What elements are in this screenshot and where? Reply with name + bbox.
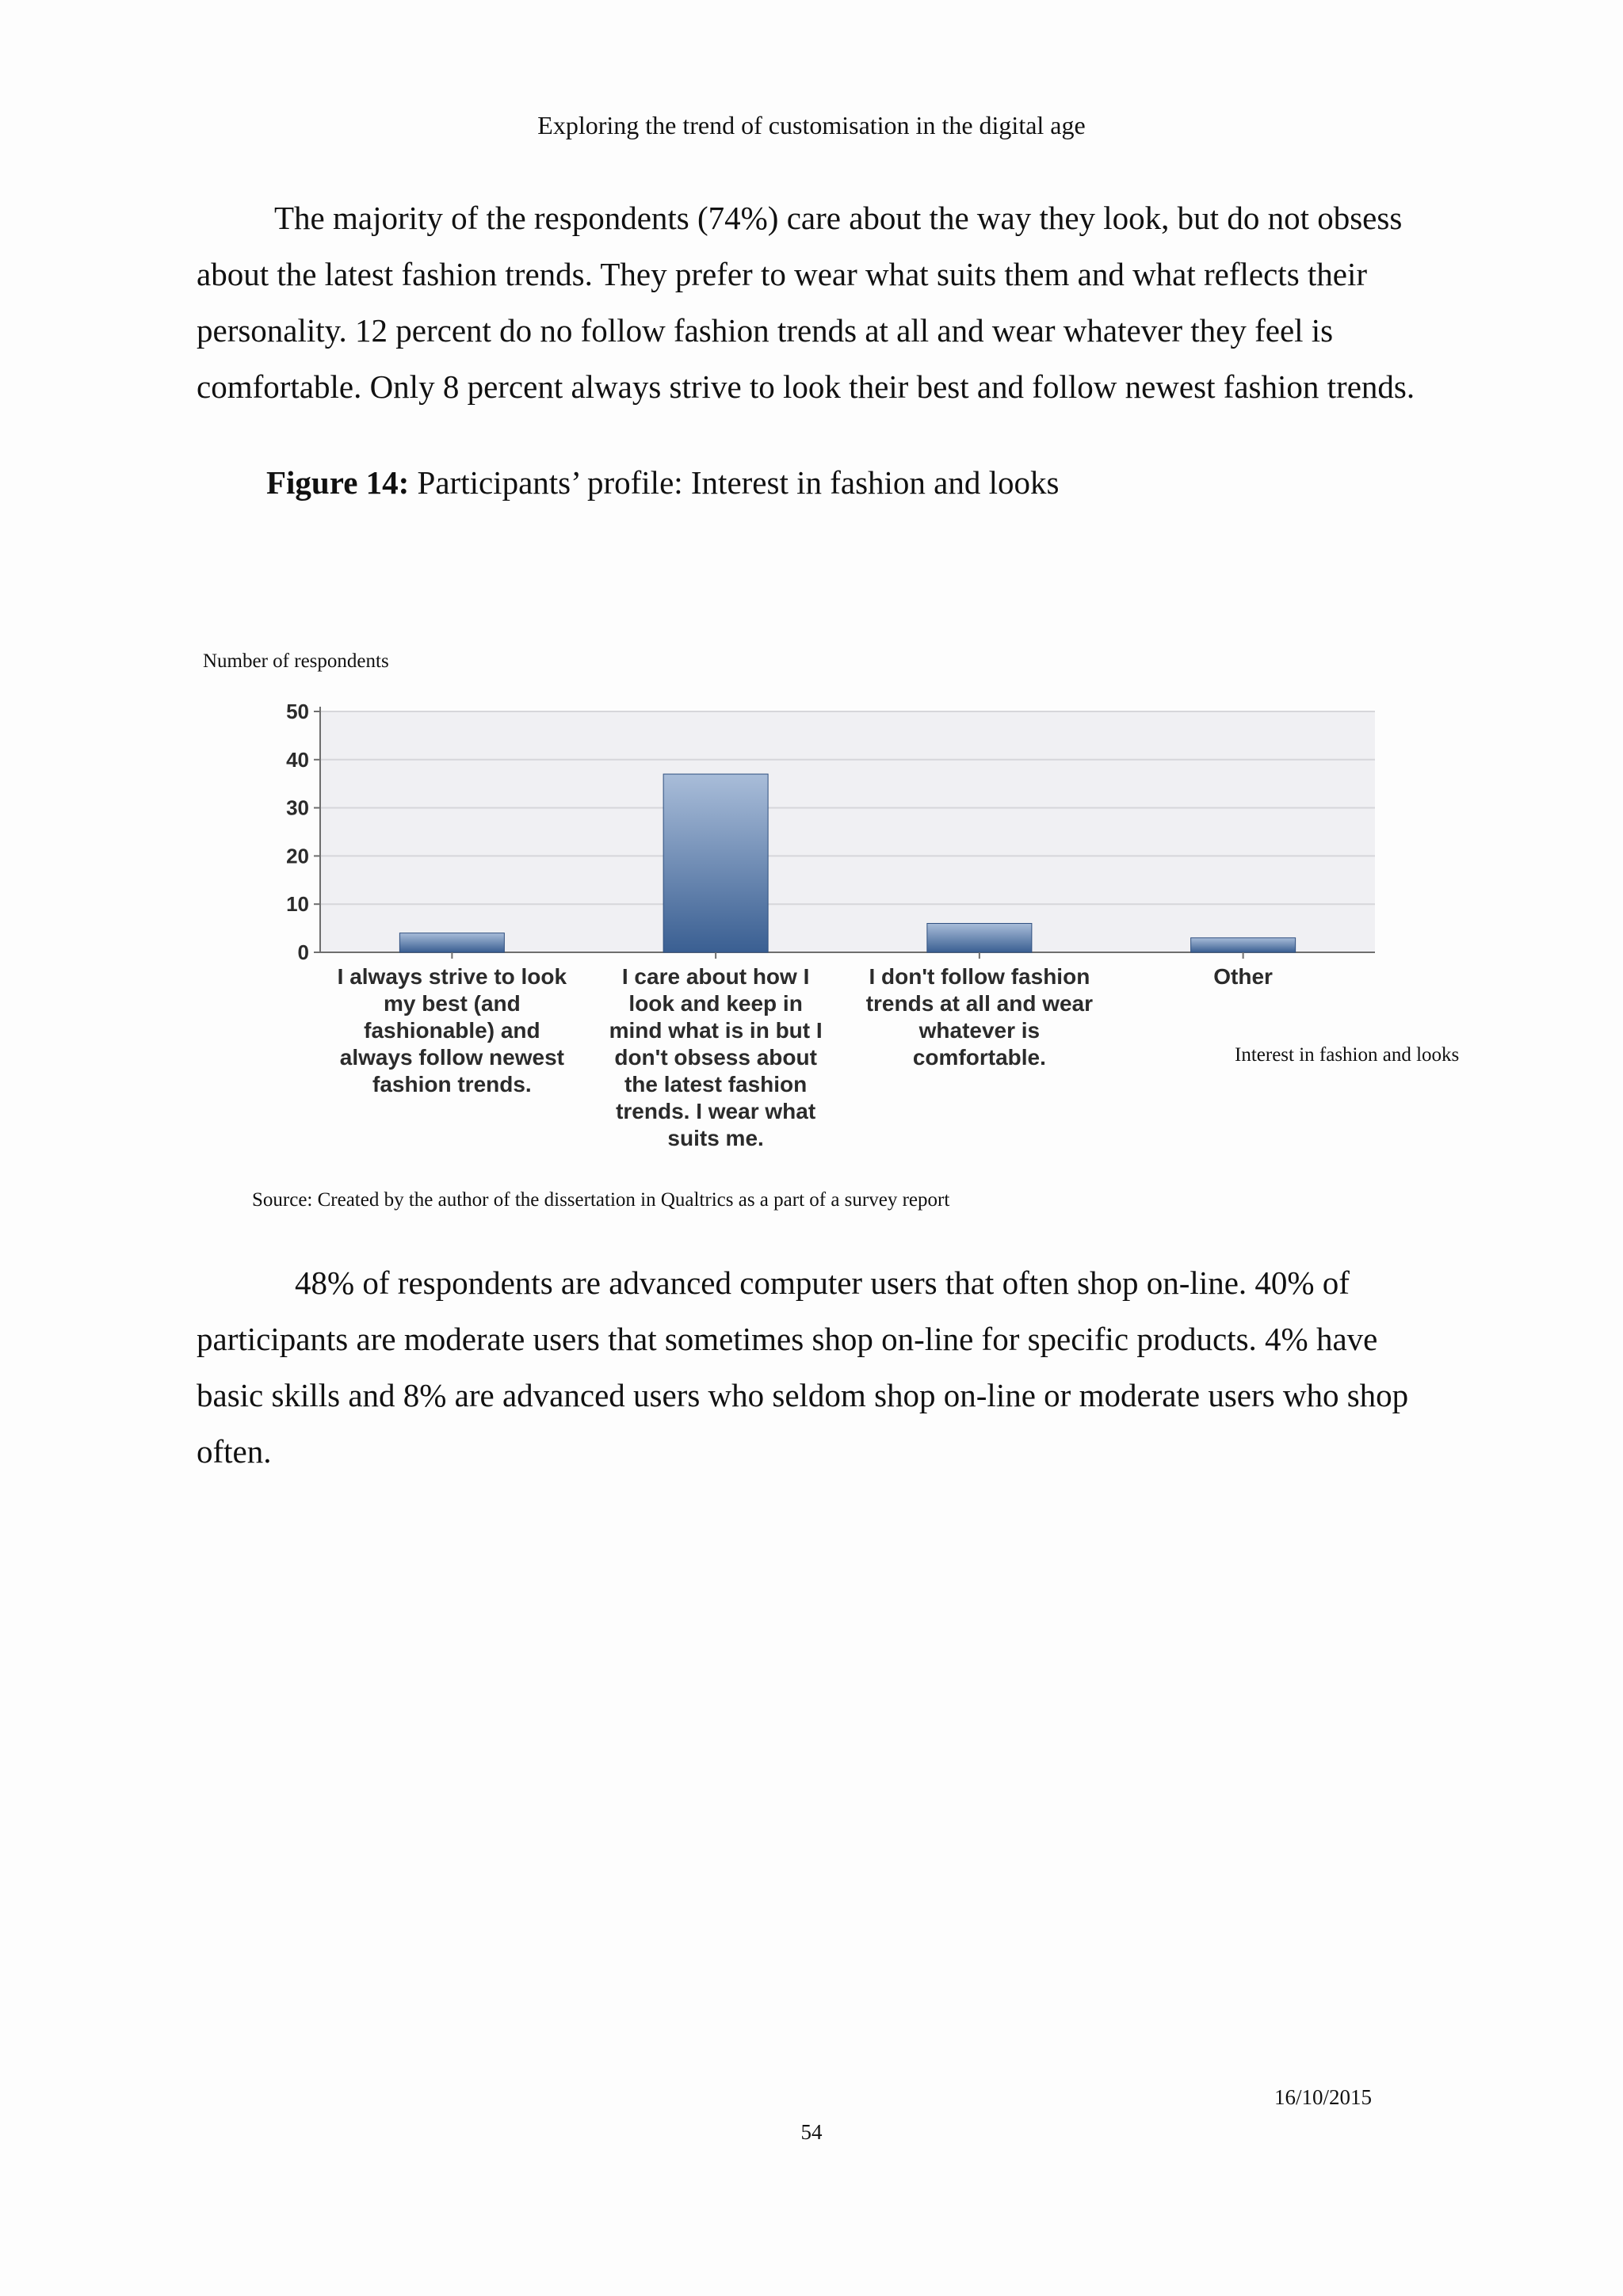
bar-chart [254, 689, 1395, 1165]
plot-area [320, 711, 1375, 952]
body-paragraph-1 [197, 190, 1441, 415]
bar [927, 924, 1032, 952]
x-axis-title: Interest in fashion and looks [1235, 1044, 1460, 1066]
y-tick-label: 10 [286, 892, 309, 917]
x-tick-label-line: look and keep in [628, 991, 803, 1016]
y-tick-label: 50 [286, 700, 309, 723]
y-axis-title: Number of respondents [203, 650, 389, 672]
x-tick-label-line: comfortable. [912, 1045, 1046, 1070]
x-tick-label [866, 964, 1093, 1070]
body-paragraph-2 [197, 1255, 1441, 1480]
x-tick-label-line: don't obsess about [614, 1045, 817, 1070]
bar [1191, 938, 1296, 952]
x-tick-label-line: trends at all and wear [865, 991, 1094, 1016]
paragraph-text: 48% of respondents are advanced computer users that often shop on-line. 40% of participants are moderate users that sometimes shop on-line for specific products. 4% have basic skills and 8% are advanced users who seldom shop on-line or moderate users who shop often. [197, 1264, 1409, 1470]
x-tick-label-line: trends. I wear what [616, 1099, 816, 1123]
x-tick-label-line: my best (and [384, 991, 521, 1016]
x-tick-label-line: I care about how I [621, 964, 810, 989]
y-tick-label: 20 [286, 844, 309, 868]
figure-source: Source: Created by the author of the dissertation in Qualtrics as a part of a survey report [252, 1189, 950, 1211]
paragraph-text: The majority of the respondents (74%) care about the way they look, but do not obsess about the latest fashion trends. They prefer to wear what suits them and what reflects their personality. 12 percent do no follow fashion trends at all and wear whatever they feel is comfortable. Only 8 percent always strive to look their best and follow newest fashion trends. [197, 200, 1415, 405]
y-tick-label: 40 [286, 747, 309, 772]
x-tick-label [1213, 964, 1273, 989]
figure-label: Figure 14: [266, 464, 410, 501]
bar [663, 774, 768, 952]
figure-caption-text: Participants’ profile: Interest in fashion and looks [417, 464, 1060, 501]
y-tick-label: 0 [297, 940, 309, 964]
x-tick-label-line: suits me. [667, 1126, 764, 1150]
figure-caption [266, 461, 1059, 504]
x-tick-label [609, 964, 823, 1150]
x-tick-label-line: I don't follow fashion [869, 964, 1090, 989]
x-tick-label-line: Other [1213, 964, 1273, 989]
y-tick-label: 30 [286, 795, 309, 820]
page-number: 54 [800, 2120, 823, 2144]
bar [399, 933, 504, 952]
x-tick-label-line: mind what is in but I [609, 1018, 823, 1043]
footer-date: 16/10/2015 [1274, 2085, 1373, 2109]
x-tick-label-line: always follow newest [339, 1045, 564, 1070]
x-tick-label-line: fashion trends. [372, 1072, 532, 1097]
running-header: Exploring the trend of customisation in the digital age [537, 111, 1086, 139]
x-tick-label-line: whatever is [918, 1018, 1041, 1043]
x-tick-label-line: I always strive to look [337, 964, 567, 989]
x-tick-label-line: the latest fashion [624, 1072, 808, 1097]
x-tick-label [338, 964, 567, 1097]
x-tick-label-line: fashionable) and [364, 1018, 540, 1043]
